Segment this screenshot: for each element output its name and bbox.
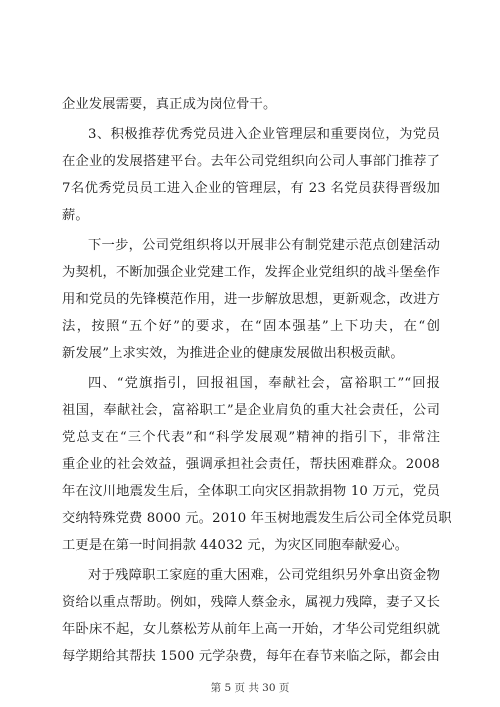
- text-line: 交纳特殊党费 8000 元。2010 年玉树地震发生后公司全体党员职: [62, 511, 452, 526]
- text-line: 每学期给其帮扶 1500 元学杂费，每年在春节来临之际，都会由: [62, 649, 440, 664]
- text-line: 下一步，公司党组织将以开展非公有制党建示范点创建活动: [88, 238, 440, 253]
- text-line: 工更是在第一时间捐款 44032 元，为灾区同胞奉献爱心。: [62, 538, 409, 553]
- text-line: 用和党员的先锋模范作用，进一步解放思想，更新观念，改进方: [62, 292, 440, 307]
- text-line: 3、积极推荐优秀党员进入企业管理层和重要岗位，为党员: [88, 127, 440, 142]
- page-footer: [0, 680, 500, 695]
- text-line: 企业发展需要，真正成为岗位骨干。: [62, 97, 277, 112]
- text-line: 为契机，不断加强企业党建工作，发挥企业党组织的战斗堡垒作: [62, 265, 440, 280]
- text-line: 祖国，奉献社会，富裕职工”是企业肩负的重大社会责任，公司: [62, 403, 440, 418]
- paragraph: [62, 370, 452, 559]
- text-line: 资给以重点帮助。例如，残障人蔡金永，属视力残障，妻子又长: [62, 595, 440, 610]
- text-line: 四、“党旗指引，回报祖国，奉献社会，富裕职工”“回报: [88, 376, 440, 391]
- text-line: 薪。: [62, 208, 89, 223]
- text-line: 年卧床不起，女儿蔡松芳从前年上高一开始，才华公司党组织就: [62, 622, 440, 637]
- document-body: [62, 91, 452, 670]
- text-line: 重企业的社会效益，强调承担社会责任，帮扶困难群众。2008: [62, 457, 440, 472]
- text-line: 党总支在“三个代表”和“科学发展观”精神的指引下，非常注: [62, 430, 440, 445]
- text-line: 新发展”上求实效，为推进企业的健康发展做出积极贡献。: [62, 346, 404, 361]
- text-line: 在企业的发展搭建平台。去年公司党组织向公司人事部门推荐了: [62, 154, 440, 169]
- text-line: 7名优秀党员员工进入企业的管理层，有 23 名党员获得晋级加: [62, 181, 440, 196]
- paragraph: [62, 121, 440, 229]
- text-line: 法，按照“五个好”的要求，在“固本强基”上下功夫，在“创: [62, 319, 440, 334]
- paragraph: [62, 91, 440, 118]
- text-line: 对于残障职工家庭的重大困难，公司党组织另外拿出资金物: [88, 568, 440, 583]
- text-line: 年在汶川地震发生后，全体职工向灾区捐款捐物 10 万元，党员: [62, 484, 440, 499]
- paragraph: [62, 232, 440, 367]
- page-number-label: 第 5 页 共 30 页: [210, 682, 290, 694]
- paragraph: [62, 562, 440, 670]
